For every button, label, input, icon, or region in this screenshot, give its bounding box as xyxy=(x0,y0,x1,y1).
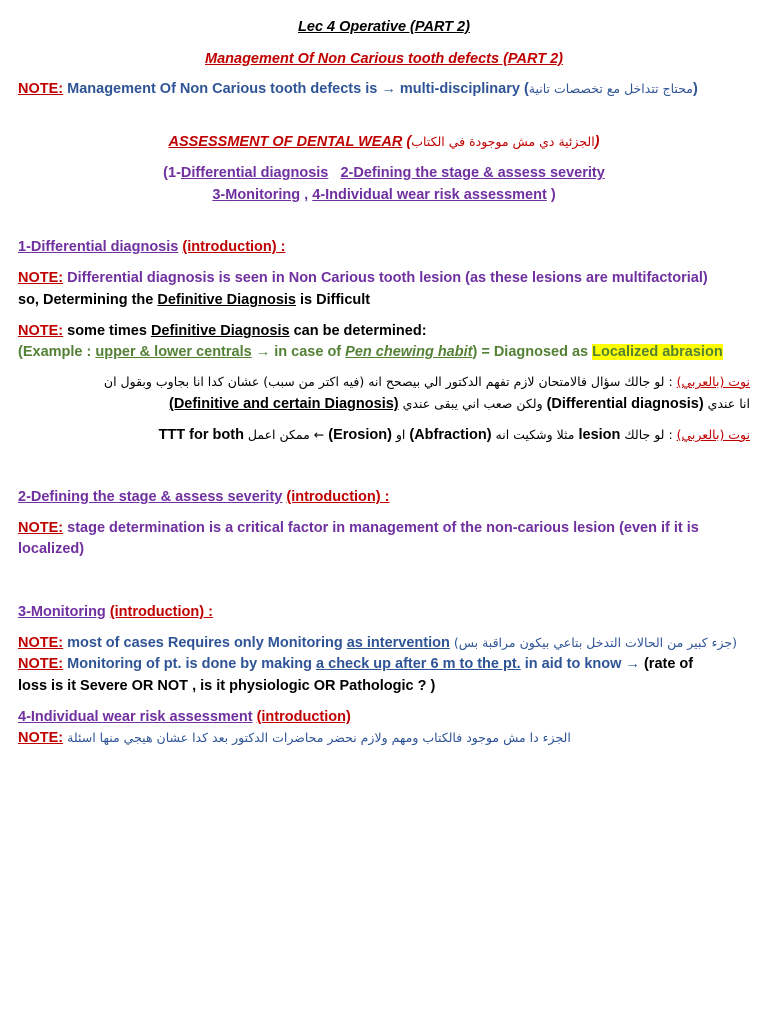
arabic-note2-d: (Abfraction) xyxy=(409,427,492,443)
section3-note1-arabic: (جزء كبير من الحالات التدخل بتاعي بيكون مراقبة بس) xyxy=(449,635,738,650)
section3-note2-mid: in aid to know → xyxy=(520,656,644,672)
title-text: Lec 4 Operative (PART 2) xyxy=(298,19,470,35)
section3-note2-underlined: a check up after 6 m to the pt. xyxy=(316,656,521,672)
section3-note2 xyxy=(18,655,693,673)
arabic-note-text: : لو جالك سؤال فالامتحان لازم تفهم الدكتور الي بيصحح انه (فيه اكتر من سبب) عشان كدا انا بجاوب وبقول ان xyxy=(103,374,677,389)
assessment-items-line1 xyxy=(0,164,768,182)
assessment-heading-arabic: الجزئية دي مش موجودة في الكتاب xyxy=(411,134,595,149)
section3-title-tag: (introduction) : xyxy=(109,604,213,620)
section1-arabic-note-line2 xyxy=(169,395,750,413)
intro-note xyxy=(18,80,698,98)
assessment-heading-text: ASSESSMENT OF DENTAL WEAR xyxy=(168,134,403,150)
section1-note1-text: Differential diagnosis is seen in Non Carious tooth lesion (as these lesions are multifactorial) xyxy=(63,270,708,286)
section1-note1 xyxy=(18,269,708,287)
section4-title xyxy=(18,708,351,726)
section4-title-tag: (introduction) xyxy=(256,709,351,725)
note1-line2-suffix: is Difficult xyxy=(295,292,371,308)
item-monitoring: Monitoring xyxy=(225,187,301,203)
assessment-heading xyxy=(0,133,768,151)
note2-underlined: Definitive Diagnosis xyxy=(150,323,290,339)
example-mid: → in case of xyxy=(251,344,346,360)
section1-arabic-note2 xyxy=(159,426,750,444)
section2-note-text: stage determination is a critical factor in management of the non-carious lesion (even if it is xyxy=(63,520,699,536)
section3-title-text: 3-Monitoring xyxy=(18,604,106,620)
arabic-note-l2a: انا عندي xyxy=(703,396,750,411)
arabic-note-label: نوت (بالعربي) xyxy=(676,374,750,389)
items-sep: , xyxy=(300,187,313,203)
section1-arabic-note xyxy=(104,373,750,391)
item-differential-diagnosis: Differential diagnosis xyxy=(180,165,329,181)
section4-title-text: 4-Individual wear risk assessment xyxy=(18,709,253,725)
note-label: NOTE: xyxy=(18,81,64,97)
item2-prefix: 2- xyxy=(340,165,354,181)
assessment-paren-open: ( xyxy=(402,134,412,150)
section3-note2-prefix: Monitoring of pt. is done by making xyxy=(63,656,317,672)
assessment-items-line2 xyxy=(0,186,768,204)
section3-title xyxy=(18,603,213,621)
arabic-note2-e: او xyxy=(391,427,410,442)
example-suffix: ) = Diagnosed as xyxy=(472,344,593,360)
section3-note1 xyxy=(18,634,737,652)
subtitle-text: Management Of Non Carious tooth defects (PART 2) xyxy=(205,51,563,67)
section1-note1-line2 xyxy=(18,291,370,309)
arabic-note2-h: TTT for both xyxy=(158,427,244,443)
intro-note-close: ) xyxy=(692,81,698,97)
items-open: (1- xyxy=(163,165,181,181)
section2-title-tag: (introduction) : xyxy=(286,489,390,505)
items-close: ) xyxy=(546,187,556,203)
page-title xyxy=(0,18,768,36)
page-subtitle xyxy=(0,50,768,68)
note1-line2-prefix: so, Determining the xyxy=(18,292,158,308)
note2-suffix: can be determined: xyxy=(289,323,427,339)
note1-line2-underlined: Definitive Diagnosis xyxy=(157,292,296,308)
section3-note1-prefix: most of cases Requires only Monitoring xyxy=(63,635,347,651)
example-highlight: Localized abrasion xyxy=(592,344,723,360)
note-label: NOTE: xyxy=(18,656,64,672)
section2-note xyxy=(18,519,699,537)
section1-note2 xyxy=(18,322,427,340)
arabic-note2-c: مثلا وشكيت انه xyxy=(491,427,579,442)
example-centrals: upper & lower centrals xyxy=(95,344,252,360)
section2-note-line2 xyxy=(18,540,84,558)
arabic-note2-a: : لو جالك xyxy=(620,427,677,442)
section2-title xyxy=(18,488,389,506)
section2-note-text2: localized) xyxy=(18,541,85,557)
note-label: NOTE: xyxy=(18,270,64,286)
arabic-note2-g: ← ممكن اعمل xyxy=(243,427,329,442)
section1-title-tag: (introduction) : xyxy=(182,239,286,255)
section3-note2-line2 xyxy=(18,677,435,695)
section1-title-text: 1-Differential diagnosis xyxy=(18,239,179,255)
item-risk-assessment: Individual wear risk assessment xyxy=(325,187,547,203)
section3-note2-suffix: (rate of xyxy=(643,656,694,672)
section1-title xyxy=(18,238,285,256)
section2-title-text: 2-Defining the stage & assess severity xyxy=(18,489,283,505)
note2-prefix: some times xyxy=(63,323,151,339)
note-label: NOTE: xyxy=(18,323,64,339)
item4-prefix: 4- xyxy=(312,187,326,203)
example-habit: Pen chewing habit xyxy=(345,344,473,360)
arabic-note2-label: نوت (بالعربي) xyxy=(676,427,750,442)
intro-note-arabic: محتاج تتداخل مع تخصصات تانية xyxy=(528,81,693,96)
section4-note xyxy=(18,729,571,747)
example-prefix: (Example : xyxy=(18,344,96,360)
arabic-note2-f: (Erosion) xyxy=(328,427,392,443)
arabic-note-l2d: (Definitive and certain Diagnosis) xyxy=(168,396,399,412)
section3-note2-line2-text: loss is it Severe OR NOT , is it physiologic OR Pathologic ? ) xyxy=(18,678,436,694)
arabic-note-l2b: (Differential diagnosis) xyxy=(546,396,704,412)
arabic-note-l2c: ولكن صعب اني يبقى عندي xyxy=(398,396,547,411)
section4-note-arabic: الجزء دا مش موجود فالكتاب ومهم ولازم نحضر محاضرات الدكتور بعد كدا عشان هيجي منها اسئلة xyxy=(67,730,571,745)
note-label: NOTE: xyxy=(18,520,64,536)
arabic-note2-b: lesion xyxy=(578,427,621,443)
item3-prefix: 3- xyxy=(212,187,226,203)
assessment-paren-close: ) xyxy=(594,134,600,150)
intro-note-text: Management Of Non Carious tooth defects is → multi-disciplinary ( xyxy=(63,81,529,97)
section1-example xyxy=(18,343,723,361)
section3-note1-underlined: as intervention xyxy=(346,635,450,651)
note-label: NOTE: xyxy=(18,730,64,746)
note-label: NOTE: xyxy=(18,635,64,651)
item-defining-stage: Defining the stage & assess severity xyxy=(353,165,605,181)
